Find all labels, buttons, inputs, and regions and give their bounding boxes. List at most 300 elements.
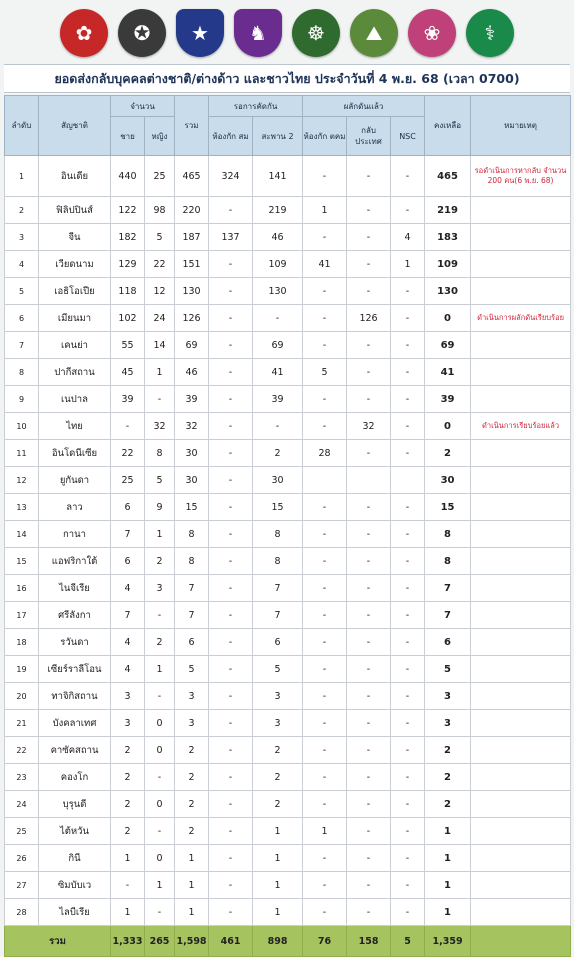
cell-rem: 183 [425, 224, 471, 251]
cell-nat: ปากีสถาน [39, 359, 111, 386]
cell-bridge: - [253, 413, 303, 440]
cell-ret: - [347, 156, 391, 197]
total-female: 265 [145, 926, 175, 957]
cell-male: 4 [111, 656, 145, 683]
cell-bridge: 7 [253, 575, 303, 602]
cell-male: 25 [111, 467, 145, 494]
cell-male: 55 [111, 332, 145, 359]
total-nsc: 5 [391, 926, 425, 957]
cell-total: 32 [175, 413, 209, 440]
cell-nat: เนปาล [39, 386, 111, 413]
cell-male: 1 [111, 899, 145, 926]
cell-nsc: - [391, 683, 425, 710]
cell-bridge: 2 [253, 440, 303, 467]
cell-rem: 30 [425, 467, 471, 494]
table-row [5, 224, 571, 251]
cell-male: 45 [111, 359, 145, 386]
cell-rem: 0 [425, 413, 471, 440]
cell-room2: 28 [303, 440, 347, 467]
cell-nsc: - [391, 386, 425, 413]
cell-male: 440 [111, 156, 145, 197]
cell-ret: 126 [347, 305, 391, 332]
cell-male: 3 [111, 683, 145, 710]
cell-room: - [209, 602, 253, 629]
total-ret: 158 [347, 926, 391, 957]
cell-female: 0 [145, 710, 175, 737]
cell-room2: 5 [303, 359, 347, 386]
cell-rem: 0 [425, 305, 471, 332]
header-returned: กลับ ประเทศ [347, 117, 391, 156]
cell-total: 2 [175, 737, 209, 764]
cell-nsc: - [391, 305, 425, 332]
cell-note [471, 791, 571, 818]
cell-rem: 3 [425, 683, 471, 710]
cell-room2: - [303, 737, 347, 764]
cell-nat: ยูกันดา [39, 467, 111, 494]
cell-room: 137 [209, 224, 253, 251]
cell-nsc: - [391, 278, 425, 305]
table-row [5, 602, 571, 629]
cell-total: 2 [175, 764, 209, 791]
cell-note: รอดำเนินการหากลับ จำนวน 200 คน(6 พ.ย. 68) [471, 156, 571, 197]
cell-room2: - [303, 602, 347, 629]
cell-ret: - [347, 548, 391, 575]
header-room-sm: ห้องกัก ตคม [303, 117, 347, 156]
cell-male: 182 [111, 224, 145, 251]
cell-room: - [209, 548, 253, 575]
cell-male: 6 [111, 548, 145, 575]
cell-note [471, 656, 571, 683]
red-royal-emblem-icon: ✿ [60, 9, 108, 57]
cell-nat: ศรีลังกา [39, 602, 111, 629]
cell-seq: 7 [5, 332, 39, 359]
cell-note [471, 845, 571, 872]
cell-note [471, 602, 571, 629]
cell-total: 1 [175, 899, 209, 926]
cell-bridge: 1 [253, 845, 303, 872]
cell-ret: - [347, 764, 391, 791]
cell-note [471, 548, 571, 575]
cell-seq: 22 [5, 737, 39, 764]
cell-seq: 12 [5, 467, 39, 494]
green-gold-seal-icon: ☸ [292, 9, 340, 57]
cell-female: 32 [145, 413, 175, 440]
cell-female: 12 [145, 278, 175, 305]
cell-bridge: 109 [253, 251, 303, 278]
cell-room2: - [303, 629, 347, 656]
cell-room2: - [303, 278, 347, 305]
cell-room: - [209, 278, 253, 305]
table-row [5, 818, 571, 845]
total-note [471, 926, 571, 957]
cell-bridge: 219 [253, 197, 303, 224]
cell-nsc: - [391, 629, 425, 656]
cell-note: ดำเนินการเรียบร้อยแล้ว [471, 413, 571, 440]
cell-total: 8 [175, 548, 209, 575]
header-remaining: คงเหลือ [425, 96, 471, 156]
cell-male: 2 [111, 764, 145, 791]
cell-note [471, 521, 571, 548]
cell-room: - [209, 629, 253, 656]
total-bridge: 898 [253, 926, 303, 957]
cell-seq: 18 [5, 629, 39, 656]
cell-note [471, 467, 571, 494]
cell-room2: - [303, 332, 347, 359]
cell-male: 7 [111, 521, 145, 548]
table-row [5, 156, 571, 197]
cell-room2: - [303, 899, 347, 926]
table-row [5, 413, 571, 440]
cell-total: 69 [175, 332, 209, 359]
cell-bridge: 141 [253, 156, 303, 197]
total-room2: 76 [303, 926, 347, 957]
cell-note [471, 872, 571, 899]
cell-room: - [209, 467, 253, 494]
cell-ret: - [347, 197, 391, 224]
cell-nsc: - [391, 494, 425, 521]
cell-seq: 17 [5, 602, 39, 629]
repatriation-table [4, 95, 571, 957]
cell-seq: 14 [5, 521, 39, 548]
cell-room: - [209, 656, 253, 683]
cell-ret: - [347, 845, 391, 872]
cell-seq: 26 [5, 845, 39, 872]
cell-note [471, 737, 571, 764]
table-row [5, 197, 571, 224]
total-total: 1,598 [175, 926, 209, 957]
cell-nat: ลาว [39, 494, 111, 521]
cell-nat: จีน [39, 224, 111, 251]
table-row [5, 386, 571, 413]
report-title: ยอดส่งกลับบุคคลต่างชาติ/ต่างด้าว และชาวไทย ประจำวันที่ 4 พ.ย. 68 (เวลา 0700) [4, 64, 570, 93]
cell-ret: - [347, 602, 391, 629]
cell-nsc: - [391, 899, 425, 926]
cell-room2: - [303, 548, 347, 575]
cell-room: - [209, 197, 253, 224]
cell-room2: - [303, 575, 347, 602]
cell-female: 1 [145, 872, 175, 899]
cell-room: - [209, 413, 253, 440]
cell-room2: - [303, 521, 347, 548]
cell-note [471, 818, 571, 845]
cell-female: 0 [145, 845, 175, 872]
cell-bridge: - [253, 305, 303, 332]
cell-rem: 7 [425, 575, 471, 602]
cell-ret: - [347, 629, 391, 656]
cell-female: 5 [145, 224, 175, 251]
pink-seal-icon: ❀ [408, 9, 456, 57]
cell-female: 14 [145, 332, 175, 359]
cell-seq: 11 [5, 440, 39, 467]
cell-room2: - [303, 764, 347, 791]
cell-rem: 15 [425, 494, 471, 521]
cell-seq: 24 [5, 791, 39, 818]
header-nationality: สัญชาติ [39, 96, 111, 156]
cell-male: 118 [111, 278, 145, 305]
cell-ret: - [347, 521, 391, 548]
cell-rem: 1 [425, 899, 471, 926]
cell-note [471, 386, 571, 413]
cell-bridge: 41 [253, 359, 303, 386]
cell-ret: 32 [347, 413, 391, 440]
cell-ret: - [347, 575, 391, 602]
police-shield-icon: ★ [176, 9, 224, 57]
cell-room2: - [303, 494, 347, 521]
cell-nsc: 4 [391, 224, 425, 251]
cell-total: 3 [175, 683, 209, 710]
cell-total: 6 [175, 629, 209, 656]
cell-total: 465 [175, 156, 209, 197]
cell-bridge: 2 [253, 737, 303, 764]
cell-total: 1 [175, 845, 209, 872]
table-row [5, 521, 571, 548]
cell-nat: ทาจิกิสถาน [39, 683, 111, 710]
cell-rem: 69 [425, 332, 471, 359]
table-row [5, 467, 571, 494]
cell-seq: 9 [5, 386, 39, 413]
cell-male: 2 [111, 737, 145, 764]
cell-female: 25 [145, 156, 175, 197]
table-row [5, 332, 571, 359]
cell-nat: ไลบีเรีย [39, 899, 111, 926]
cell-total: 2 [175, 791, 209, 818]
table-row [5, 251, 571, 278]
header-total: รวม [175, 96, 209, 156]
cell-seq: 13 [5, 494, 39, 521]
cell-rem: 3 [425, 710, 471, 737]
table-row [5, 305, 571, 332]
cell-rem: 7 [425, 602, 471, 629]
cell-room2: 41 [303, 251, 347, 278]
cell-room2: - [303, 683, 347, 710]
cell-seq: 16 [5, 575, 39, 602]
table-row [5, 899, 571, 926]
cell-note [471, 224, 571, 251]
cell-nsc: - [391, 764, 425, 791]
cell-ret: - [347, 872, 391, 899]
cell-female: - [145, 602, 175, 629]
cell-room2: - [303, 845, 347, 872]
cell-note [471, 575, 571, 602]
table-row [5, 548, 571, 575]
cell-seq: 21 [5, 710, 39, 737]
cell-room: 324 [209, 156, 253, 197]
cell-room: - [209, 521, 253, 548]
cell-bridge: 3 [253, 710, 303, 737]
logo-strip [0, 0, 574, 64]
total-label: รวม [5, 926, 111, 957]
cell-nat: เซียร์ราลีโอน [39, 656, 111, 683]
cell-nat: อินโดนีเซีย [39, 440, 111, 467]
cell-nsc: - [391, 710, 425, 737]
header-female: หญิง [145, 117, 175, 156]
cell-note [471, 278, 571, 305]
cell-total: 126 [175, 305, 209, 332]
total-male: 1,333 [111, 926, 145, 957]
cell-note [471, 332, 571, 359]
cell-rem: 39 [425, 386, 471, 413]
cell-ret [347, 467, 391, 494]
cell-rem: 1 [425, 845, 471, 872]
header-remarks: หมายเหตุ [471, 96, 571, 156]
cell-room2: - [303, 656, 347, 683]
cell-bridge: 7 [253, 602, 303, 629]
cell-room2: - [303, 305, 347, 332]
cell-seq: 23 [5, 764, 39, 791]
cell-ret: - [347, 386, 391, 413]
cell-bridge: 39 [253, 386, 303, 413]
cell-male: 22 [111, 440, 145, 467]
cell-room: - [209, 332, 253, 359]
cell-room2: - [303, 413, 347, 440]
table-row [5, 656, 571, 683]
cell-male: 7 [111, 602, 145, 629]
cell-total: 15 [175, 494, 209, 521]
cell-female: 1 [145, 656, 175, 683]
cell-total: 2 [175, 818, 209, 845]
cell-male: 122 [111, 197, 145, 224]
cell-bridge: 1 [253, 899, 303, 926]
cell-nat: เอธิโอเปีย [39, 278, 111, 305]
cell-ret: - [347, 359, 391, 386]
cell-female: 5 [145, 467, 175, 494]
cell-room: - [209, 737, 253, 764]
cell-female: 1 [145, 521, 175, 548]
cell-total: 30 [175, 440, 209, 467]
cell-bridge: 30 [253, 467, 303, 494]
cell-total: 151 [175, 251, 209, 278]
cell-seq: 5 [5, 278, 39, 305]
immigration-seal-icon: ✪ [118, 9, 166, 57]
cell-seq: 8 [5, 359, 39, 386]
cell-bridge: 1 [253, 818, 303, 845]
cell-rem: 41 [425, 359, 471, 386]
cell-rem: 8 [425, 548, 471, 575]
cell-nsc: - [391, 602, 425, 629]
cell-room2: 1 [303, 818, 347, 845]
cell-total: 5 [175, 656, 209, 683]
cell-female: - [145, 386, 175, 413]
cell-male: 2 [111, 818, 145, 845]
cell-nat: ไทย [39, 413, 111, 440]
cell-nsc: - [391, 791, 425, 818]
cell-note [471, 629, 571, 656]
total-rem: 1,359 [425, 926, 471, 957]
cell-room2: - [303, 224, 347, 251]
cell-room: - [209, 575, 253, 602]
cell-bridge: 6 [253, 629, 303, 656]
cell-male: 3 [111, 710, 145, 737]
header-nsc: NSC [391, 117, 425, 156]
cell-seq: 19 [5, 656, 39, 683]
cell-ret: - [347, 710, 391, 737]
cell-nat: ฟิลิปปินส์ [39, 197, 111, 224]
cell-note [471, 899, 571, 926]
cell-room: - [209, 683, 253, 710]
table-body [5, 156, 571, 957]
cell-room: - [209, 251, 253, 278]
cell-nsc: - [391, 332, 425, 359]
cell-nsc: - [391, 656, 425, 683]
cell-seq: 1 [5, 156, 39, 197]
cell-nsc: 1 [391, 251, 425, 278]
cell-room: - [209, 791, 253, 818]
cell-rem: 109 [425, 251, 471, 278]
cell-rem: 2 [425, 737, 471, 764]
cell-nsc: - [391, 575, 425, 602]
cell-seq: 10 [5, 413, 39, 440]
table-row [5, 278, 571, 305]
cell-nsc: - [391, 737, 425, 764]
cell-ret: - [347, 278, 391, 305]
cell-rem: 2 [425, 791, 471, 818]
cell-female: - [145, 818, 175, 845]
cell-rem: 2 [425, 440, 471, 467]
cell-ret: - [347, 818, 391, 845]
cell-note [471, 494, 571, 521]
cell-total: 3 [175, 710, 209, 737]
cell-nsc: - [391, 548, 425, 575]
cell-rem: 8 [425, 521, 471, 548]
cell-female: - [145, 764, 175, 791]
cell-male: 102 [111, 305, 145, 332]
table-row [5, 764, 571, 791]
cell-nat: บังคลาเทศ [39, 710, 111, 737]
cell-nat: คองโก [39, 764, 111, 791]
cell-note: ดำเนินการผลักดันเรียบร้อย [471, 305, 571, 332]
cell-room: - [209, 710, 253, 737]
cell-female: 1 [145, 359, 175, 386]
cell-room: - [209, 386, 253, 413]
table-row [5, 791, 571, 818]
cell-male: - [111, 872, 145, 899]
cell-nsc [391, 467, 425, 494]
cell-nsc: - [391, 872, 425, 899]
purple-shield-icon: ♞ [234, 9, 282, 57]
cell-seq: 28 [5, 899, 39, 926]
cell-seq: 6 [5, 305, 39, 332]
cell-total: 187 [175, 224, 209, 251]
header-count-group: จำนวน [111, 96, 175, 117]
cell-note [471, 359, 571, 386]
cell-seq: 27 [5, 872, 39, 899]
cell-female: 24 [145, 305, 175, 332]
cell-total: 130 [175, 278, 209, 305]
cell-total: 46 [175, 359, 209, 386]
cell-bridge: 130 [253, 278, 303, 305]
cell-total: 220 [175, 197, 209, 224]
header-seq: ลำดับ [5, 96, 39, 156]
table-row [5, 494, 571, 521]
cell-room2: - [303, 791, 347, 818]
table-row [5, 575, 571, 602]
cell-ret: - [347, 899, 391, 926]
table-row [5, 710, 571, 737]
cell-female: 0 [145, 737, 175, 764]
cell-total: 30 [175, 467, 209, 494]
cell-rem: 1 [425, 872, 471, 899]
cell-female: - [145, 899, 175, 926]
header-bridge2: สะพาน 2 [253, 117, 303, 156]
cell-nsc: - [391, 197, 425, 224]
cell-note [471, 764, 571, 791]
cell-room: - [209, 899, 253, 926]
cell-rem: 6 [425, 629, 471, 656]
header-room-cp: ห้องกัก สม [209, 117, 253, 156]
cell-rem: 130 [425, 278, 471, 305]
cell-nsc: - [391, 440, 425, 467]
table-row [5, 845, 571, 872]
